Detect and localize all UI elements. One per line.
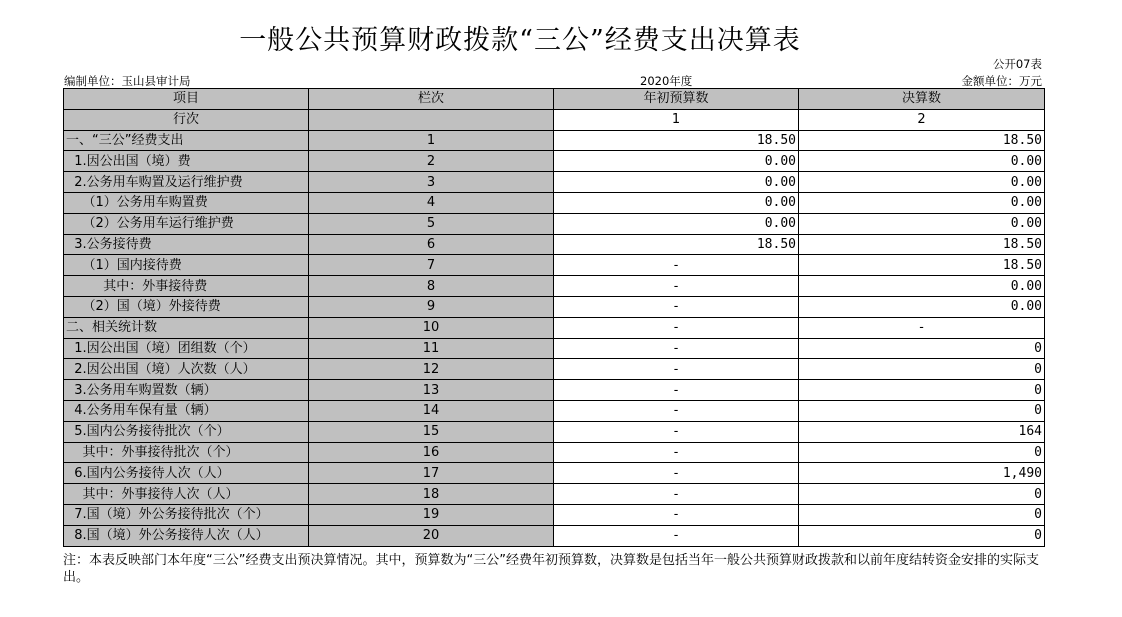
row-item: 1.因公出国（境）团组数（个） [64,338,309,359]
row-budget: - [554,463,799,484]
row-item: 1.因公出国（境）费 [64,151,309,172]
expenditure-table [63,88,1045,547]
row-column: 5 [309,213,554,234]
footnote: 注：本表反映部门本年度“三公”经费支出预决算情况。其中，预算数为“三公”经费年初预算数，决算数是包括当年一般公共预算财政拨款和以前年度结转资金安排的实际支出。 [63,553,1039,585]
row-budget: 0.00 [554,172,799,193]
row-budget: - [554,359,799,380]
row-column: 12 [309,359,554,380]
row-final: 0 [799,359,1045,380]
row-budget: - [554,380,799,401]
table-row [64,484,1045,505]
row-budget: - [554,442,799,463]
table-row [64,276,1045,297]
row-budget: - [554,338,799,359]
row-item: 2.因公出国（境）人次数（人） [64,359,309,380]
row-final: 1,490 [799,463,1045,484]
form-code: 公开07表 [992,57,1042,71]
row-budget: 18.50 [554,234,799,255]
row-item: 其中：外事接待费 [64,276,309,297]
subheader-column [309,109,554,130]
compiling-unit: 编制单位：玉山县审计局 [64,74,191,88]
subheader-item: 行次 [64,109,309,130]
row-item: 3.公务用车购置数（辆） [64,380,309,401]
row-column: 19 [309,504,554,525]
row-item: 6.国内公务接待人次（人） [64,463,309,484]
row-budget: 0.00 [554,213,799,234]
row-final: 0 [799,338,1045,359]
row-item: 8.国（境）外公务接待人次（人） [64,525,309,546]
row-item: 一、“三公”经费支出 [64,130,309,151]
table-row [64,151,1045,172]
row-item: （2）国（境）外接待费 [64,296,309,317]
table-row [64,338,1045,359]
row-budget: - [554,255,799,276]
row-column: 8 [309,276,554,297]
row-column: 11 [309,338,554,359]
row-budget: - [554,421,799,442]
row-final: 0.00 [799,213,1045,234]
row-item: 其中：外事接待人次（人） [64,484,309,505]
table-row [64,172,1045,193]
row-column: 2 [309,151,554,172]
row-column: 13 [309,380,554,401]
table-row [64,130,1045,151]
row-final: 18.50 [799,130,1045,151]
table-row [64,213,1045,234]
row-budget: - [554,484,799,505]
header-item: 项目 [64,89,309,110]
row-item: 其中：外事接待批次（个） [64,442,309,463]
row-final: 18.50 [799,255,1045,276]
table-row [64,400,1045,421]
table-row [64,463,1045,484]
header-budget: 年初预算数 [554,89,799,110]
amount-unit: 金额单位：万元 [961,74,1042,88]
row-budget: - [554,317,799,338]
table-row [64,317,1045,338]
subheader-c1: 1 [554,109,799,130]
row-item: （1）公务用车购置费 [64,192,309,213]
fiscal-year: 2020年度 [640,74,693,88]
row-final: 18.50 [799,234,1045,255]
row-final: 0 [799,525,1045,546]
page-title: 一般公共预算财政拨款“三公”经费支出决算表 [239,25,801,56]
table-row [64,525,1045,546]
row-item: 4.公务用车保有量（辆） [64,400,309,421]
row-column: 17 [309,463,554,484]
row-budget: - [554,276,799,297]
row-column: 20 [309,525,554,546]
table-row [64,359,1045,380]
row-item: 2.公务用车购置及运行维护费 [64,172,309,193]
row-column: 4 [309,192,554,213]
row-column: 18 [309,484,554,505]
table-row [64,421,1045,442]
table-subheader-row [64,109,1045,130]
row-final: 0.00 [799,151,1045,172]
row-column: 7 [309,255,554,276]
row-final: 0 [799,380,1045,401]
row-budget: - [554,525,799,546]
header-final: 决算数 [799,89,1045,110]
row-column: 1 [309,130,554,151]
row-final: 0.00 [799,192,1045,213]
row-column: 9 [309,296,554,317]
row-column: 3 [309,172,554,193]
table-row [64,234,1045,255]
row-budget: 0.00 [554,151,799,172]
row-budget: - [554,504,799,525]
row-item: 3.公务接待费 [64,234,309,255]
row-final: 0 [799,400,1045,421]
row-item: 二、相关统计数 [64,317,309,338]
table-header-row [64,89,1045,110]
subheader-c2: 2 [799,109,1045,130]
row-budget: - [554,296,799,317]
table-row [64,255,1045,276]
row-final: 0.00 [799,276,1045,297]
table-row [64,442,1045,463]
row-item: 7.国（境）外公务接待批次（个） [64,504,309,525]
row-final: - [799,317,1045,338]
row-column: 16 [309,442,554,463]
table-row [64,504,1045,525]
row-final: 0 [799,504,1045,525]
row-column: 15 [309,421,554,442]
row-final: 0 [799,442,1045,463]
table-row [64,192,1045,213]
row-column: 6 [309,234,554,255]
row-item: （1）国内接待费 [64,255,309,276]
row-budget: 18.50 [554,130,799,151]
row-final: 164 [799,421,1045,442]
row-column: 10 [309,317,554,338]
row-final: 0 [799,484,1045,505]
table-row [64,380,1045,401]
row-final: 0.00 [799,296,1045,317]
table-row [64,296,1045,317]
row-final: 0.00 [799,172,1045,193]
row-item: 5.国内公务接待批次（个） [64,421,309,442]
row-column: 14 [309,400,554,421]
header-column: 栏次 [309,89,554,110]
row-budget: 0.00 [554,192,799,213]
row-budget: - [554,400,799,421]
row-item: （2）公务用车运行维护费 [64,213,309,234]
